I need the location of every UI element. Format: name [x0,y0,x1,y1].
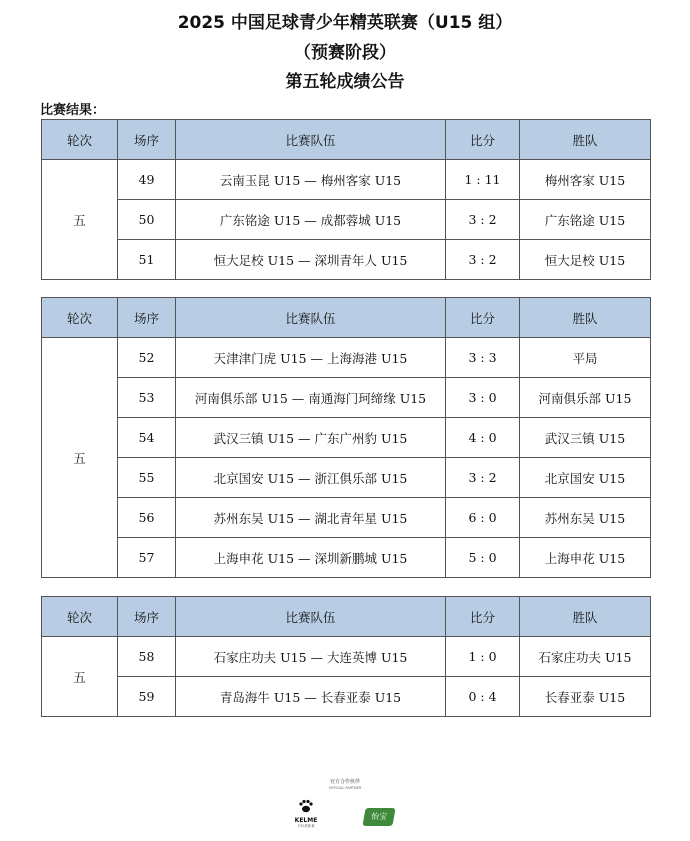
score-header: 比分 [446,597,520,637]
match-no-cell: 52 [118,338,176,378]
round-header: 轮次 [42,597,118,637]
table-header-row [42,298,651,338]
kelme-logo [286,798,326,829]
table-row [42,458,651,498]
score-header: 比分 [446,120,520,160]
winner-cell: 恒大足校 U15 [520,240,651,280]
table-row [42,538,651,578]
winner-cell: 北京国安 U15 [520,458,651,498]
winner-cell: 梅州客家 U15 [520,160,651,200]
teams-cell: 北京国安 U15 — 浙江俱乐部 U15 [176,458,446,498]
table-row [42,200,651,240]
round-header: 轮次 [42,298,118,338]
round-cell: 五 [42,637,118,717]
winner-cell: 苏州东吴 U15 [520,498,651,538]
results-table-1 [41,119,651,280]
score-cell: 6 : 0 [446,498,520,538]
winner-header: 胜队 [520,597,651,637]
table-row [42,160,651,200]
table-row [42,378,651,418]
kelme-sub: 卡尔美体育 [297,824,315,828]
match-no-cell: 57 [118,538,176,578]
score-header: 比分 [446,298,520,338]
match-no-cell: 54 [118,418,176,458]
table-header-row [42,120,651,160]
match-no-cell: 51 [118,240,176,280]
match-no-cell: 55 [118,458,176,498]
table-row [42,338,651,378]
teams-cell: 石家庄功夫 U15 — 大连英博 U15 [176,637,446,677]
kelme-name: KELME [294,817,318,824]
match-no-cell: 58 [118,637,176,677]
page-title: 2025 中国足球青少年精英联赛（U15 组） [177,13,513,33]
winner-header: 胜队 [520,298,651,338]
match-no-cell: 49 [118,160,176,200]
teams-cell: 苏州东吴 U15 — 湖北青年星 U15 [176,498,446,538]
teams-cell: 天津津门虎 U15 — 上海海港 U15 [176,338,446,378]
table-header-row [42,597,651,637]
match-no-cell: 50 [118,200,176,240]
teams-cell: 云南玉昆 U15 — 梅州客家 U15 [176,160,446,200]
winner-cell: 上海申花 U15 [520,538,651,578]
teams-cell: 上海申花 U15 — 深圳新鹏城 U15 [176,538,446,578]
score-cell: 3 : 3 [446,338,520,378]
teams-cell: 青岛海牛 U15 — 长春亚泰 U15 [176,677,446,717]
teams-cell: 恒大足校 U15 — 深圳青年人 U15 [176,240,446,280]
round-header: 轮次 [42,120,118,160]
match-no-cell: 53 [118,378,176,418]
winner-cell: 广东铭途 U15 [520,200,651,240]
teams-cell: 武汉三镇 U15 — 广东广州豹 U15 [176,418,446,458]
results-label: 比赛结果： [40,103,106,118]
table-row [42,498,651,538]
match-no-header: 场序 [118,298,176,338]
score-cell: 1 : 0 [446,637,520,677]
page-subtitle: （预赛阶段） [294,43,396,63]
winner-cell: 石家庄功夫 U15 [520,637,651,677]
winner-cell: 平局 [520,338,651,378]
results-table-3 [41,596,651,717]
partner-label: 官方合作伙伴 [329,779,360,785]
table-row [42,677,651,717]
score-cell: 4 : 0 [446,418,520,458]
yibao-logo [362,808,395,826]
round-cell: 五 [42,160,118,280]
table-row [42,240,651,280]
score-cell: 0 : 4 [446,677,520,717]
paw-icon [298,799,314,813]
yibao-name: 怡宝 [370,812,388,821]
score-cell: 1 : 11 [446,160,520,200]
score-cell: 3 : 2 [446,458,520,498]
teams-header: 比赛队伍 [176,597,446,637]
teams-header: 比赛队伍 [176,298,446,338]
winner-cell: 河南俱乐部 U15 [520,378,651,418]
teams-cell: 广东铭途 U15 — 成都蓉城 U15 [176,200,446,240]
results-table-2 [41,297,651,578]
score-cell: 3 : 2 [446,240,520,280]
match-no-cell: 56 [118,498,176,538]
round-cell: 五 [42,338,118,578]
match-no-header: 场序 [118,120,176,160]
match-no-header: 场序 [118,597,176,637]
table-row [42,418,651,458]
winner-cell: 长春亚泰 U15 [520,677,651,717]
teams-cell: 河南俱乐部 U15 — 南通海门珂缔缘 U15 [176,378,446,418]
table-row [42,637,651,677]
page-heading: 第五轮成绩公告 [285,72,405,92]
match-no-cell: 59 [118,677,176,717]
partner-sub: OFFICIAL PARTNER [328,786,362,790]
score-cell: 3 : 0 [446,378,520,418]
score-cell: 3 : 2 [446,200,520,240]
score-cell: 5 : 0 [446,538,520,578]
teams-header: 比赛队伍 [176,120,446,160]
winner-cell: 武汉三镇 U15 [520,418,651,458]
winner-header: 胜队 [520,120,651,160]
